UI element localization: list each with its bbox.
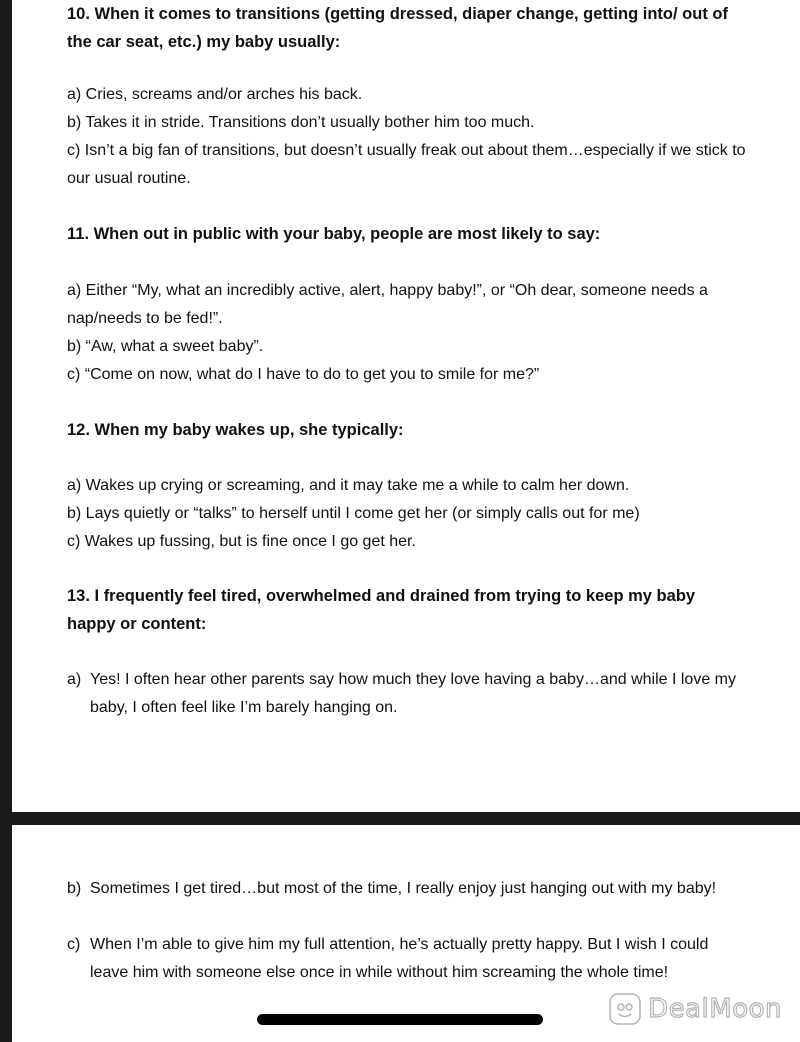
dealmoon-watermark [608, 992, 782, 1026]
q11-option-c: c) “Come on now, what do I have to do to get you to smile for me?” [67, 366, 540, 383]
q10-option-c: c) Isn’t a big fan of transitions, but doesn’t usually freak out about them…especially if we stick to our usual routine. [67, 142, 746, 187]
q13-option-a-label: a) [67, 671, 82, 688]
question-13: 13. I frequently feel tired, overwhelmed and drained from trying to keep my baby happy or content: [67, 587, 696, 633]
question-12: 12. When my baby wakes up, she typically: [67, 421, 404, 439]
q10-option-a: a) Cries, screams and/or arches his back. [67, 86, 363, 103]
dealmoon-logo-icon [608, 992, 642, 1026]
q13-option-a [67, 666, 747, 722]
q13-option-c [67, 931, 747, 987]
document-page-1 [12, 0, 800, 812]
question-10: 10. When it comes to transitions (getting dressed, diaper change, getting into/ out of the car seat, etc.) my baby usually: [67, 5, 728, 51]
q13-option-b-text: Sometimes I get tired…but most of the time, I really enjoy just hanging out with my baby! [90, 880, 717, 897]
q13-option-b [67, 875, 747, 903]
q12-option-c: c) Wakes up fussing, but is fine once I go get her. [67, 533, 416, 550]
q13-option-c-label: c) [67, 936, 81, 953]
q11-option-b: b) “Aw, what a sweet baby”. [67, 338, 264, 355]
q11-option-a: a) Either “My, what an incredibly active, alert, happy baby!”, or “Oh dear, someone needs a nap/needs to be fed!”. [67, 282, 708, 327]
q13-option-a-text: Yes! I often hear other parents say how much they love having a baby…and while I love my baby, I often feel like I’m barely hanging on. [90, 671, 736, 716]
q12-option-a: a) Wakes up crying or screaming, and it may take me a while to calm her down. [67, 477, 630, 494]
q10-option-b: b) Takes it in stride. Transitions don’t usually bother him too much. [67, 114, 535, 131]
q13-option-c-text: When I’m able to give him my full attention, he’s actually pretty happy. But I wish I could leave him with someone else once in while without him screaming the whole time! [90, 936, 709, 981]
home-indicator[interactable] [257, 1014, 543, 1025]
q13-option-b-label: b) [67, 880, 82, 897]
q12-option-b: b) Lays quietly or “talks” to herself until I come get her (or simply calls out for me) [67, 505, 640, 522]
question-11: 11. When out in public with your baby, people are most likely to say: [67, 225, 601, 243]
watermark-text: DealMoon [648, 994, 782, 1024]
